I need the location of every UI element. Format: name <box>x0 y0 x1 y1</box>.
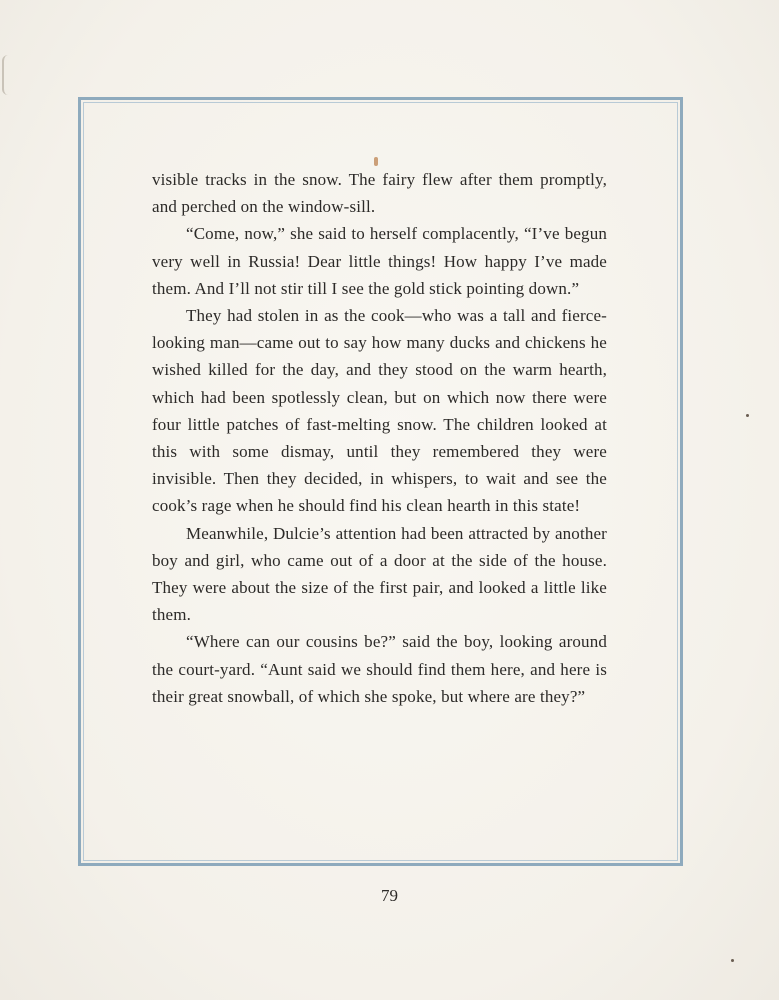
page-edge-mark <box>2 55 10 95</box>
paragraph: “Where can our cousins be?” said the boy, looking around the court-yard. “Aunt said we should find them here, and here is their great snowball, of which she spoke, but where are they?” <box>152 632 607 706</box>
paragraph: They had stolen in as the cook—who was a tall and fierce-looking man—came out to say how many ducks and chickens he wished killed for the day, and they stood on the warm hearth, which had been spotlessly clean, but on which now there were four little patches of fast-melting snow. The children looked at this with some dismay, until they remembered they were invisible. Then they decided, in whispers, to wait and see the cook’s rage when he should find his clean hearth in this state! <box>152 306 607 516</box>
paper-dot <box>731 959 734 962</box>
paragraph: visible tracks in the snow. The fairy flew after them promptly, and perched on the window-sill. <box>152 170 607 217</box>
page-number: 79 <box>381 886 398 905</box>
paragraph: Meanwhile, Dulcie’s attention had been attracted by another boy and girl, who came out of a door at the side of the house. They were about the size of the first pair, and looked a little like them. <box>152 523 607 625</box>
paper-speck <box>374 157 378 166</box>
paper-dot <box>746 414 749 417</box>
body-text <box>152 166 607 710</box>
paragraph: “Come, now,” she said to herself complacently, “I’ve begun very well in Russia! Dear little things! How happy I’ve made them. And I’ll not stir till I see the gold stick pointing down.” <box>152 224 607 298</box>
